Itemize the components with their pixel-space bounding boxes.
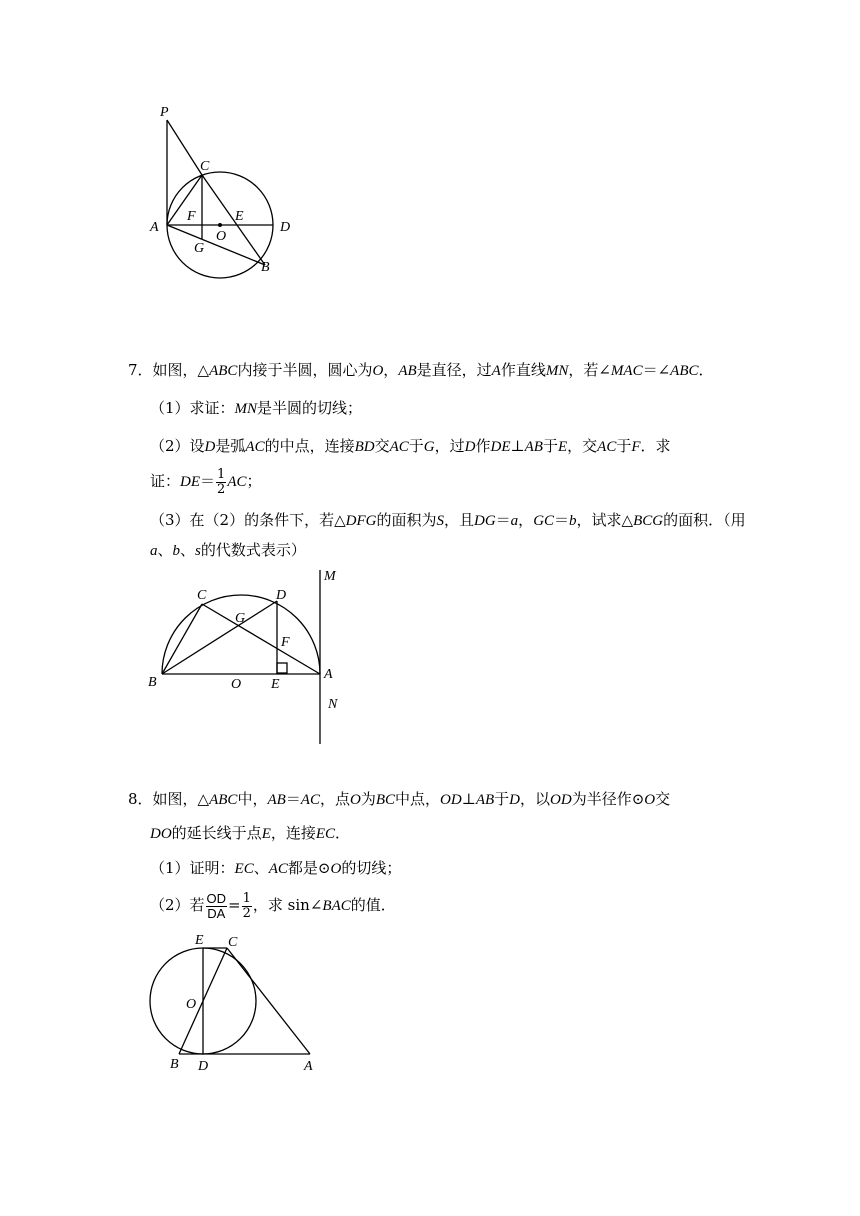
fraction-one-half-2: $\frac{1}{2}$ — [242, 890, 251, 921]
q8-part-2: （2）若 $\frac{OD}{DA}$ = $\frac{1}{2}$ ，求 sin∠BAC的值． — [150, 890, 396, 921]
label-m: M — [324, 569, 336, 584]
figure-1-svg — [140, 100, 310, 280]
label-b: B — [261, 260, 270, 275]
label-d: D — [198, 1059, 209, 1074]
label-f: F — [281, 635, 290, 650]
label-g: G — [235, 611, 246, 626]
figure-2-svg — [140, 562, 360, 747]
label-c: C — [197, 588, 207, 603]
q7-part-3: （3）在（2）的条件下，若△DFG的面积为S，且DG＝a，GC＝b，试求△BCG的面积．（用 — [150, 511, 746, 529]
label-a: A — [304, 1059, 313, 1074]
figure-3-circle-triangle — [140, 928, 330, 1078]
label-f: F — [187, 209, 196, 224]
label-p: P — [160, 105, 169, 120]
label-g: G — [194, 241, 205, 256]
label-e: E — [195, 933, 204, 948]
label-o: O — [231, 677, 242, 692]
label-c: C — [228, 935, 238, 950]
q7-part-2: （2）设D是弧AC的中点，连接BD交AC于G，过D作DE⊥AB于E，交AC于F．求 — [150, 437, 671, 455]
figure-2-semicircle — [140, 562, 360, 747]
label-e: E — [235, 209, 244, 224]
semicircle-arc — [162, 595, 320, 674]
q7-stem: 7．如图，△ABC内接于半圆，圆心为O，AB是直径，过A作直线MN，若∠MAC＝∠ABC． — [128, 361, 714, 379]
label-d: D — [280, 220, 291, 235]
q7-part-1: （1）求证：MN是半圆的切线； — [150, 399, 363, 417]
q8-stem: 8．如图，△ABC中，AB＝AC，点O为BC中点，OD⊥AB于D，以OD为半径作⊙O交 — [128, 790, 671, 808]
fraction-one-half: $\frac{1}{2}$ — [217, 466, 226, 497]
label-e: E — [271, 677, 280, 692]
q7-part-3-cont: a、b、s的代数式表示） — [150, 541, 306, 559]
label-a: A — [324, 667, 333, 682]
label-c: C — [200, 159, 210, 174]
label-b: B — [170, 1057, 179, 1072]
figure-3-svg — [140, 928, 330, 1078]
label-d: D — [276, 588, 287, 603]
label-n: N — [328, 697, 338, 712]
q7-part-2-cont: 证：DE＝ $\frac{1}{2}$ AC； — [150, 466, 262, 497]
q8-stem-cont: DO的延长线于点E，连接EC． — [150, 824, 351, 842]
fraction-od-da: $\frac{OD}{DA}$ — [206, 890, 227, 921]
figure-1-circle-tangent — [140, 100, 310, 280]
label-o: O — [186, 997, 197, 1012]
label-o: O — [216, 229, 227, 244]
q8-part-1: （1）证明：EC、AC都是⊙O的切线； — [150, 859, 402, 877]
label-a: A — [150, 220, 159, 235]
label-b: B — [148, 675, 157, 690]
